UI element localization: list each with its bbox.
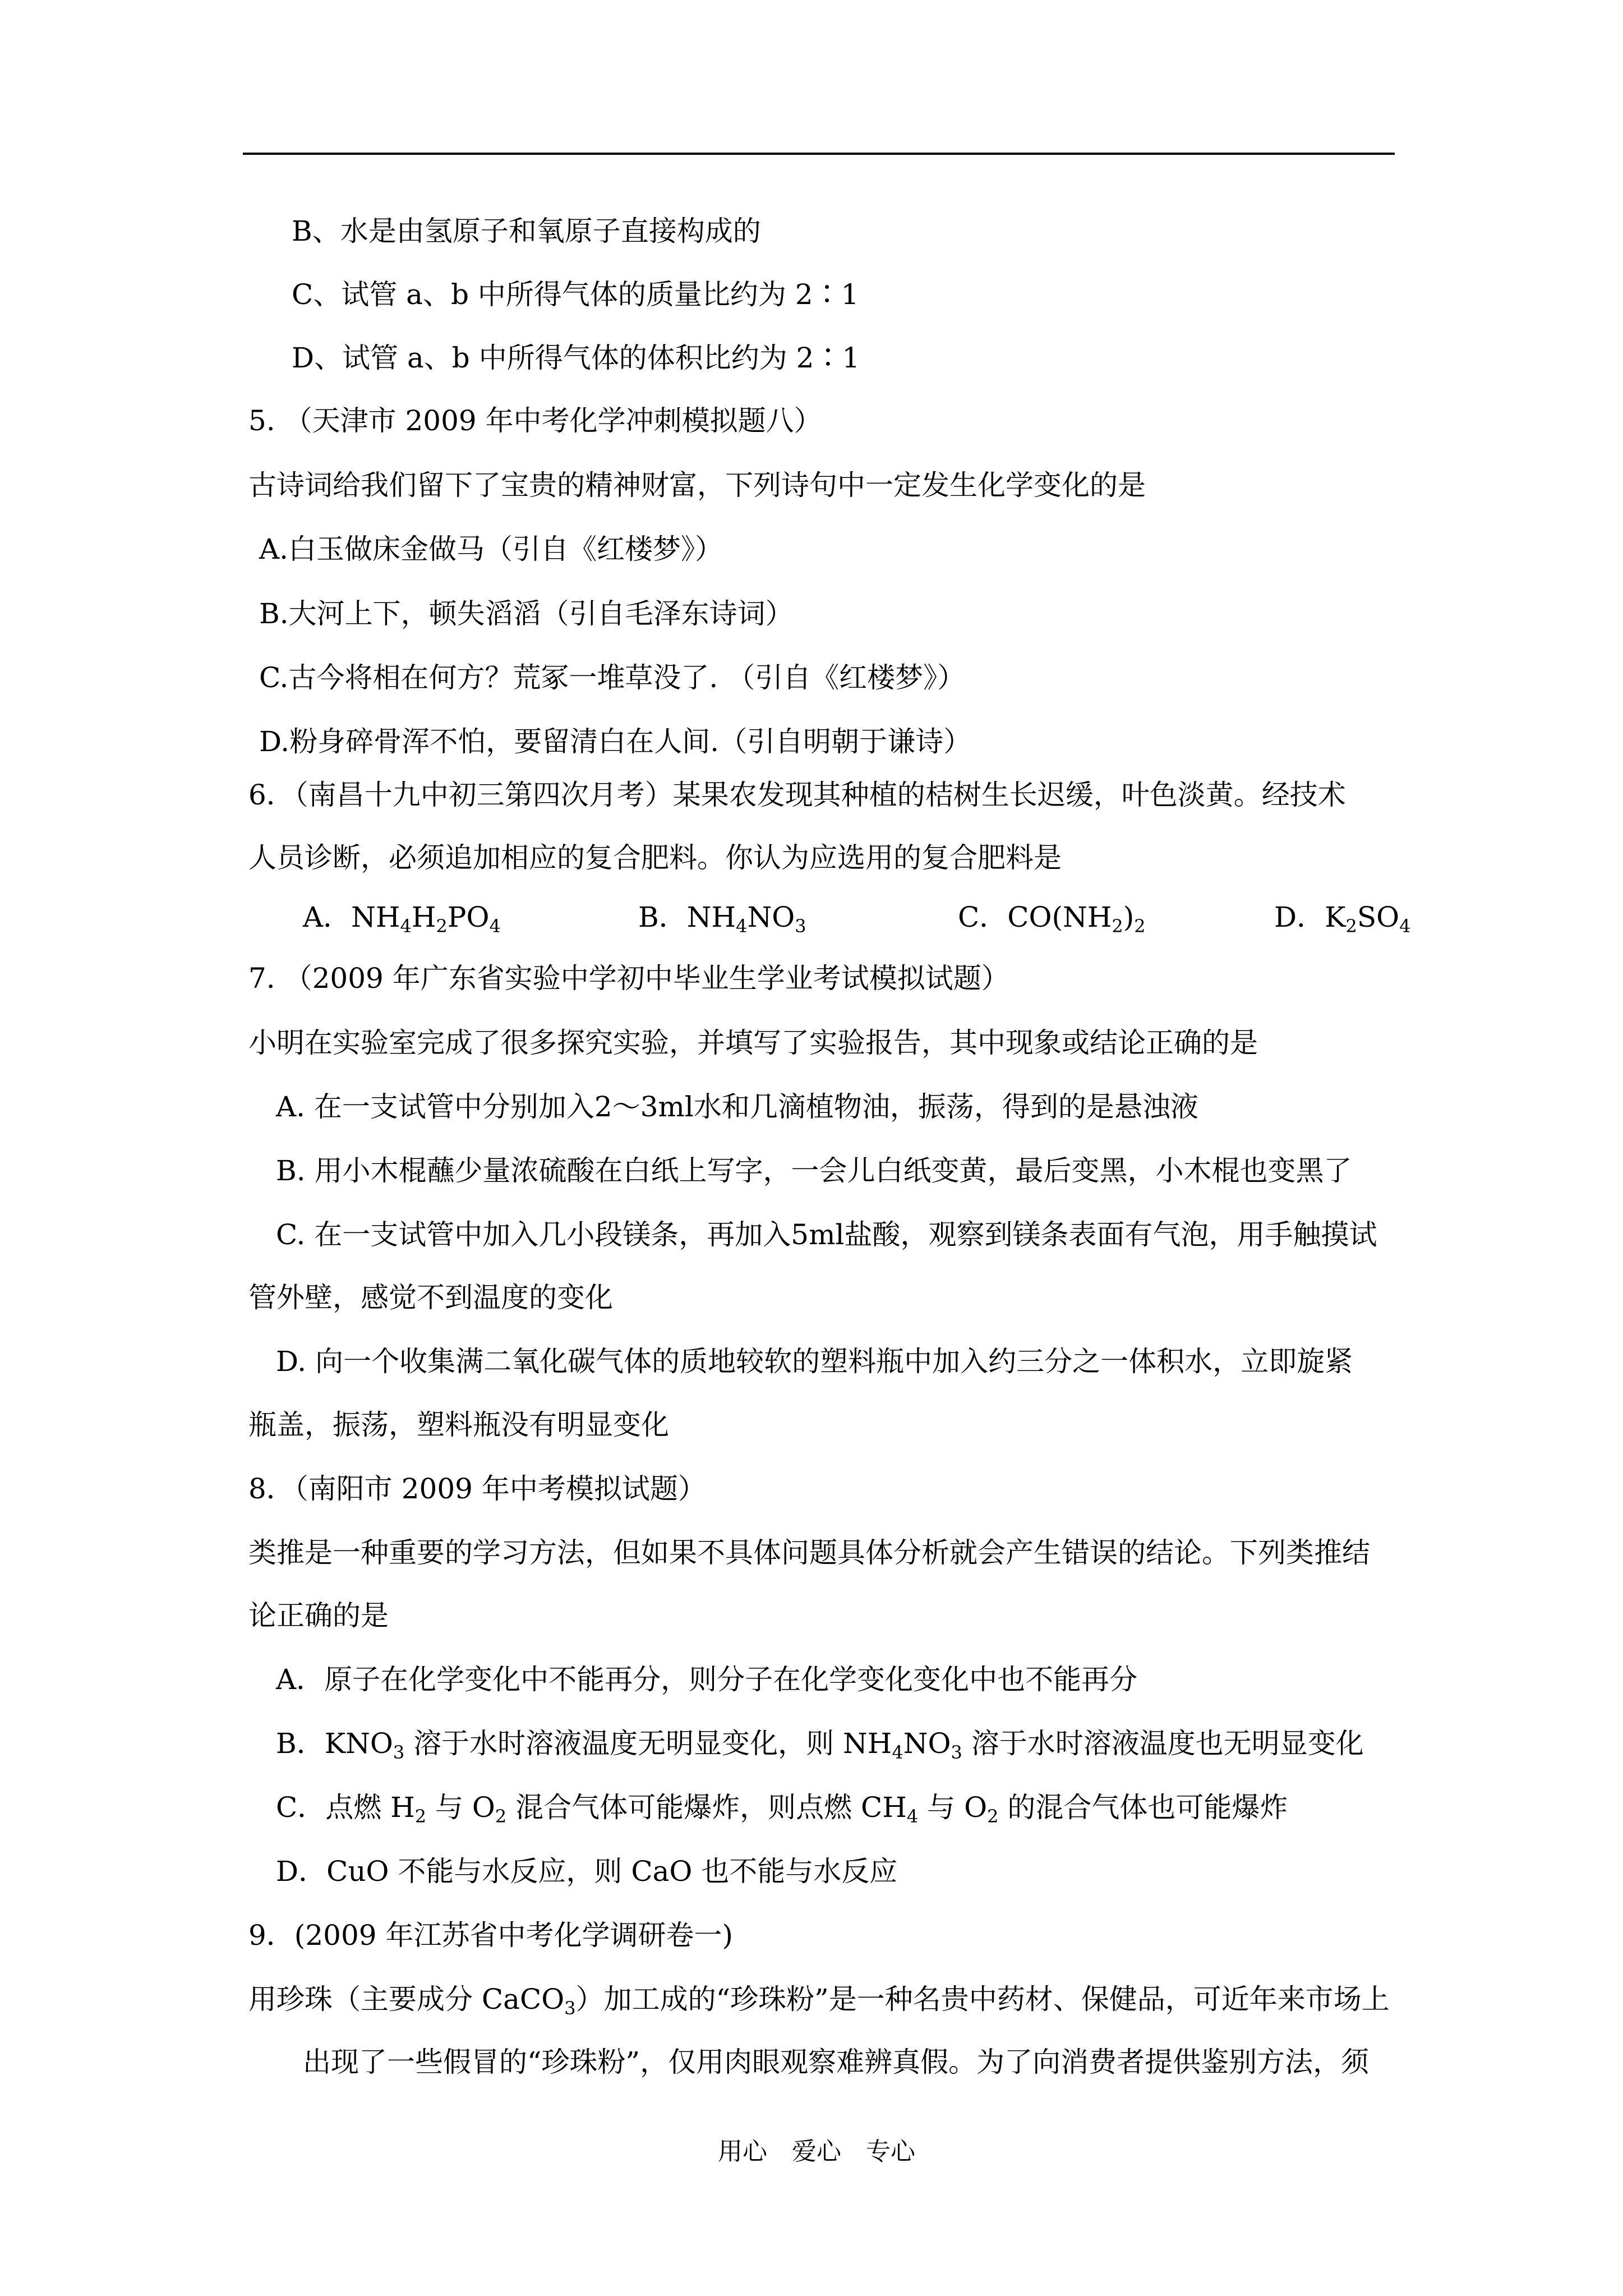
page-footer: 用心 爱心 专心 [718,2137,915,2166]
q8-stem-line-2: 论正确的是 [248,1599,389,1632]
q4-option-b: B、水是由氢原子和氧原子直接构成的 [292,215,761,247]
q6-option-d: D．$K_2SO_4$ [1274,901,1411,937]
q8-option-a: A．原子在化学变化中不能再分，则分子在化学变化变化中也不能再分 [276,1663,1138,1696]
q6-option-a: A．$NH_4H_2PO_4$ [303,901,501,937]
q6-option-c: C．$CO(NH_2)_2$ [958,901,1146,937]
q5-option-c: C.古今将相在何方？荒冢一堆草没了. （引自《红楼梦》） [259,661,966,694]
header-rule [243,153,1395,155]
q7-option-d-line-2: 瓶盖，振荡，塑料瓶没有明显变化 [248,1409,669,1441]
q7-stem: 小明在实验室完成了很多探究实验，并填写了实验报告，其中现象或结论正确的是 [248,1027,1258,1059]
q9-line-1: 用珍珠（主要成分 CaCO$_3$）加工成的“珍珠粉”是一种名贵中药材、保健品，可近年来市场上 [248,1983,1390,2019]
q5-option-b: B.大河上下，顿失滔滔（引自毛泽东诗词） [259,597,794,630]
q4-option-c: C、试管 a、b 中所得气体的质量比约为 2∶1 [292,278,859,311]
q9-header: 9．(2009 年江苏省中考化学调研卷一) [248,1919,733,1952]
q5-option-a: A.白玉做床金做马（引自《红楼梦》） [259,533,723,565]
q8-option-b: B．$KNO_3$ 溶于水时溶液温度无明显变化，则 $NH_4NO_3$ 溶于水时溶液温度也无明显变化 [276,1727,1364,1763]
q8-stem-line-1: 类推是一种重要的学习方法，但如果不具体问题具体分析就会产生错误的结论。下列类推结 [248,1536,1370,1569]
q5-option-d: D.粉身碎骨浑不怕，要留清白在人间.（引自明朝于谦诗） [259,725,972,758]
q7-option-c-line-1: C. 在一支试管中加入几小段镁条，再加入5ml盐酸，观察到镁条表面有气泡，用手触摸试 [276,1218,1377,1251]
q6-option-b: B．$NH_4NO_3$ [638,901,806,937]
q7-header: 7. （2009 年广东省实验中学初中毕业生学业考试模拟试题） [248,962,1009,995]
q6-line-1: 6．（南昌十九中初三第四次月考）某果农发现其种植的桔树生长迟缓，叶色淡黄。经技术 [248,779,1346,811]
q8-header: 8．（南阳市 2009 年中考模拟试题） [248,1473,706,1505]
q8-option-c: C．点燃 $H_2$ 与 $O_2$ 混合气体可能爆炸，则点燃 $CH_4$ 与 $O_2$ 的混合气体也可能爆炸 [276,1791,1288,1827]
q7-option-d-line-1: D. 向一个收集满二氧化碳气体的质地较软的塑料瓶中加入约三分之一体积水，立即旋紧 [276,1345,1353,1378]
q5-stem: 古诗词给我们留下了宝贵的精神财富，下列诗句中一定发生化学变化的是 [248,469,1146,501]
q4-option-d: D、试管 a、b 中所得气体的体积比约为 2∶1 [292,342,860,374]
q7-option-a: A. 在一支试管中分别加入2～3ml水和几滴植物油，振荡，得到的是悬浊液 [276,1091,1198,1123]
q6-line-2: 人员诊断，必须追加相应的复合肥料。你认为应选用的复合肥料是 [248,841,1062,874]
q8-option-d: D．CuO 不能与水反应，则 CaO 也不能与水反应 [276,1855,898,1888]
q7-option-b: B. 用小木棍蘸少量浓硫酸在白纸上写字，一会儿白纸变黄，最后变黑，小木棍也变黑了 [276,1154,1352,1187]
q9-line-2: 出现了一些假冒的“珍珠粉”，仅用肉眼观察难辨真假。为了向消费者提供鉴别方法，须 [303,2046,1370,2078]
q5-header: 5. （天津市 2009 年中考化学冲刺模拟题八） [248,404,822,437]
q7-option-c-line-2: 管外壁，感觉不到温度的变化 [248,1281,613,1314]
